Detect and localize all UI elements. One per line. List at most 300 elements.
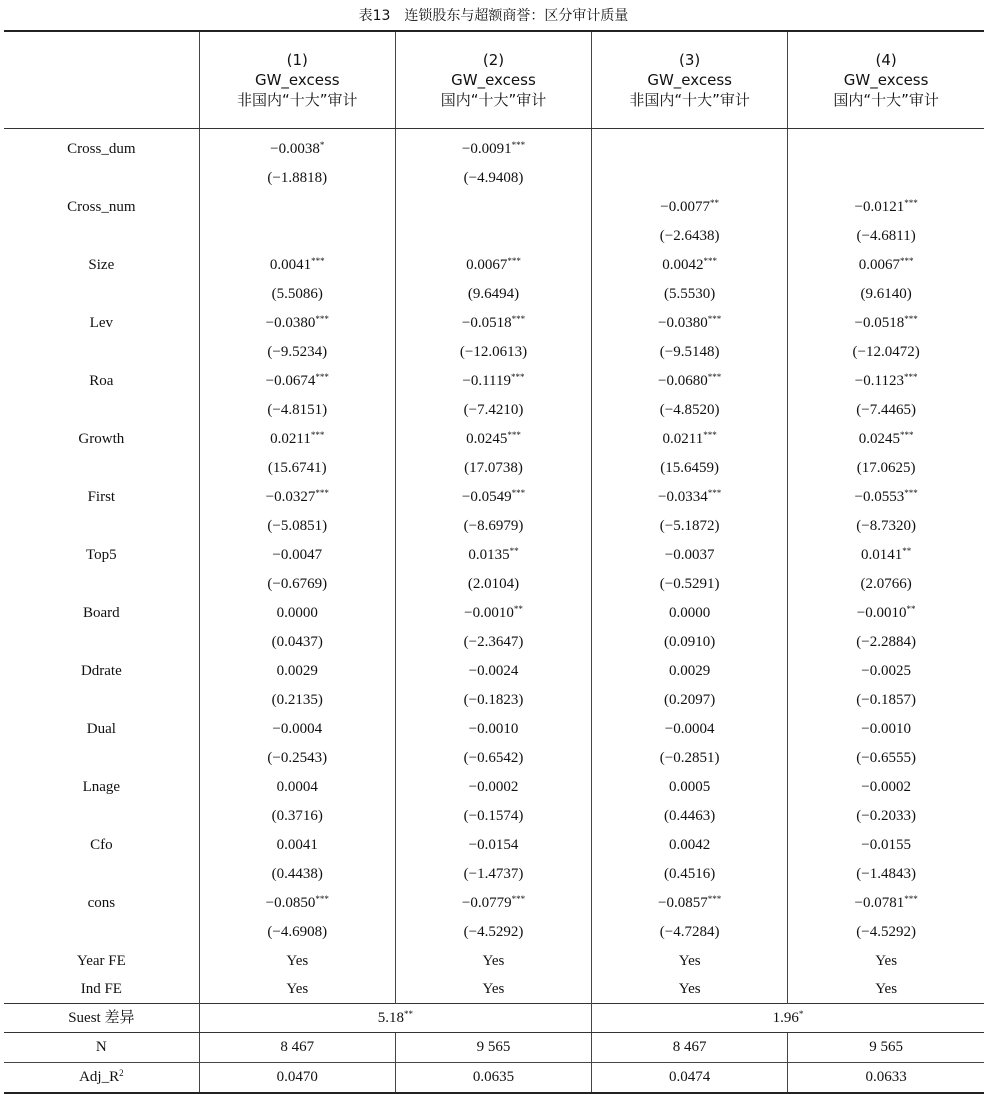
- tstat-cell-text: (−4.7284): [659, 924, 720, 940]
- significance-stars: **: [509, 546, 519, 556]
- significance-stars: ***: [511, 140, 526, 150]
- coef-cell: [199, 129, 395, 165]
- coef-cell-text: 0.0004: [276, 779, 318, 795]
- coef-cell: [395, 657, 591, 686]
- tstat-cell: [592, 396, 788, 425]
- coef-row: [4, 541, 984, 570]
- variable-name: [4, 773, 199, 802]
- tstat-cell: [199, 628, 395, 657]
- fe-cell-text: Yes: [678, 952, 701, 969]
- tstat-cell-text: (0.0437): [271, 634, 323, 650]
- tstat-cell: [199, 860, 395, 889]
- coef-cell-text: −0.0857: [658, 895, 708, 911]
- fe-cell: [199, 947, 395, 975]
- coef-cell: [395, 309, 591, 338]
- significance-stars: ***: [904, 314, 918, 324]
- tstat-cell-text: (−12.0613): [459, 344, 528, 360]
- suest-row: [4, 1004, 984, 1033]
- coef-row: [4, 425, 984, 454]
- tstat-row: [4, 512, 984, 541]
- coef-cell-text: −0.0380: [265, 315, 316, 331]
- tstat-cell-text: (17.0625): [856, 460, 916, 476]
- col-dependent: GW_excess: [254, 71, 340, 89]
- coef-cell-text: 0.0211: [270, 431, 311, 447]
- tstat-cell: [788, 744, 984, 773]
- tstat-cell: [788, 396, 984, 425]
- tstat-cell-text: (−7.4465): [856, 402, 916, 418]
- tstat-row: [4, 164, 984, 193]
- coef-cell: [788, 483, 984, 512]
- fe-name-text: Ind FE: [80, 980, 122, 997]
- tstat-cell: [395, 860, 591, 889]
- adj-r2-cell-text: 0.0633: [865, 1069, 907, 1085]
- suest-label: [4, 1004, 199, 1033]
- tstat-cell: [395, 918, 591, 947]
- coef-cell: [592, 309, 788, 338]
- header-row: [4, 31, 984, 129]
- tstat-cell-text: (0.4463): [664, 808, 716, 824]
- tstat-cell-text: (−0.2543): [267, 750, 328, 766]
- tstat-cell: [592, 338, 788, 367]
- tstat-cell: [788, 686, 984, 715]
- tstat-cell-text: (−0.2851): [659, 750, 720, 766]
- blank-cell: [4, 396, 199, 425]
- n-label-text: N: [95, 1039, 107, 1055]
- adj-r2-row: [4, 1063, 984, 1094]
- significance-stars: ***: [900, 430, 914, 440]
- tstat-row: [4, 744, 984, 773]
- coef-cell-text: −0.0155: [861, 837, 911, 853]
- coef-cell: [199, 309, 395, 338]
- tstat-cell-text: (−0.2033): [856, 808, 916, 824]
- tstat-cell: [592, 280, 788, 309]
- variable-name: [4, 831, 199, 860]
- coef-cell: [592, 831, 788, 860]
- variable-name-text: Size: [88, 257, 115, 273]
- fe-cell: [592, 975, 788, 1004]
- tstat-cell-text: (−4.8151): [267, 402, 328, 418]
- coef-row: [4, 599, 984, 628]
- adj-r2-label-text: Adj_R: [79, 1069, 120, 1085]
- blank-cell: [4, 512, 199, 541]
- n-cell-text: 8 467: [672, 1039, 707, 1055]
- coef-cell-text: −0.0004: [272, 721, 323, 737]
- coef-cell-text: −0.0010: [464, 605, 514, 621]
- suest-left: [199, 1004, 591, 1033]
- tstat-cell: [592, 628, 788, 657]
- variable-name: [4, 483, 199, 512]
- tstat-cell-text: (−0.6769): [267, 576, 328, 592]
- n-label: [4, 1033, 199, 1063]
- significance-stars: ***: [904, 894, 918, 904]
- variable-name-text: Roa: [89, 373, 114, 389]
- adj-r2-cell-text: 0.0470: [276, 1069, 318, 1085]
- coef-cell: [199, 251, 395, 280]
- coef-cell: [788, 831, 984, 860]
- coef-cell: [395, 831, 591, 860]
- tstat-cell: [199, 164, 395, 193]
- significance-stars: ***: [511, 372, 525, 382]
- coef-row: [4, 889, 984, 918]
- coef-cell-text: −0.0549: [461, 489, 512, 505]
- variable-name-text: Cross_dum: [67, 141, 136, 157]
- tstat-row: [4, 860, 984, 889]
- tstat-cell-text: (2.0104): [467, 576, 520, 592]
- coef-cell-text: −0.0518: [854, 315, 905, 331]
- table-body: [4, 31, 984, 1093]
- significance-stars: ***: [507, 430, 521, 440]
- tstat-cell: [199, 280, 395, 309]
- variable-name: [4, 367, 199, 396]
- tstat-cell-text: (0.0910): [664, 634, 716, 650]
- col-subsample: 非国内“十大”审计: [629, 91, 750, 109]
- coef-cell: [592, 773, 788, 802]
- tstat-cell-text: (0.4438): [271, 866, 323, 882]
- coef-cell-text: −0.0037: [664, 547, 715, 563]
- tstat-cell-text: (−9.5148): [659, 344, 720, 360]
- blank-cell: [4, 570, 199, 599]
- coef-cell: [592, 483, 788, 512]
- blank-cell: [4, 918, 199, 947]
- suest-right-text: 1.96: [772, 1009, 799, 1026]
- tstat-cell-text: (−8.7320): [856, 518, 916, 534]
- coef-cell: [199, 773, 395, 802]
- variable-name: [4, 715, 199, 744]
- header-col-1: [199, 31, 395, 129]
- suest-right: [592, 1004, 984, 1033]
- tstat-cell-text: (−4.5292): [856, 924, 916, 940]
- coef-cell: [788, 773, 984, 802]
- fe-cell: [395, 947, 591, 975]
- col-dependent: GW_excess: [451, 71, 536, 89]
- tstat-cell-text: (−4.5292): [463, 924, 524, 940]
- tstat-cell: [395, 512, 591, 541]
- tstat-cell: [592, 918, 788, 947]
- coef-cell: [788, 599, 984, 628]
- coef-cell: [592, 889, 788, 918]
- significance-stars: ***: [315, 894, 329, 904]
- coef-cell: [788, 251, 984, 280]
- col-dependent: GW_excess: [843, 71, 929, 89]
- fe-name-text: Year FE: [76, 952, 126, 969]
- n-cell-text: 9 565: [869, 1039, 903, 1055]
- coef-cell-text: 0.0135: [468, 547, 510, 563]
- significance-stars: ***: [310, 430, 325, 440]
- fixed-effect-row: [4, 975, 984, 1004]
- blank-cell: [4, 628, 199, 657]
- coef-cell-text: −0.0077: [660, 199, 711, 215]
- coef-cell-text: 0.0042: [669, 837, 711, 853]
- tstat-cell: [592, 860, 788, 889]
- tstat-cell: [592, 512, 788, 541]
- coef-cell: [395, 599, 591, 628]
- coef-cell: [395, 367, 591, 396]
- coef-cell: [788, 129, 984, 165]
- variable-name-text: cons: [87, 895, 116, 911]
- coef-row: [4, 309, 984, 338]
- tstat-cell: [788, 338, 984, 367]
- adj-r2-cell: [788, 1063, 984, 1094]
- tstat-cell-text: (−1.4737): [463, 866, 524, 882]
- tstat-cell-text: (15.6741): [267, 460, 327, 476]
- significance-stars: ***: [904, 198, 918, 208]
- tstat-cell-text: (−0.6542): [463, 750, 524, 766]
- coef-cell: [395, 483, 591, 512]
- variable-name-text: Ddrate: [80, 663, 122, 679]
- coef-cell-text: 0.0067: [858, 257, 900, 273]
- adj-r2-cell: [395, 1063, 591, 1094]
- tstat-cell-text: (−12.0472): [852, 344, 920, 360]
- coef-cell: [788, 309, 984, 338]
- significance-stars: **: [513, 604, 523, 614]
- tstat-cell: [788, 222, 984, 251]
- adj-r2-cell-text: 0.0474: [669, 1069, 711, 1085]
- tstat-cell-text: (2.0766): [860, 576, 912, 592]
- tstat-cell-text: (−1.4843): [856, 866, 916, 882]
- coef-cell: [395, 193, 591, 222]
- tstat-cell: [592, 164, 788, 193]
- coef-cell: [788, 541, 984, 570]
- tstat-cell-text: (−4.6811): [856, 228, 916, 244]
- coef-cell-text: 0.0141: [861, 547, 903, 563]
- header-blank: [4, 31, 199, 129]
- tstat-cell-text: (−0.1823): [463, 692, 524, 708]
- blank-cell: [4, 744, 199, 773]
- variable-name: [4, 251, 199, 280]
- coef-cell-text: −0.0553: [854, 489, 905, 505]
- blank-cell: [4, 860, 199, 889]
- tstat-cell: [592, 744, 788, 773]
- coef-cell-text: 0.0042: [662, 257, 704, 273]
- tstat-cell: [199, 222, 395, 251]
- tstat-cell: [592, 570, 788, 599]
- tstat-cell: [788, 570, 984, 599]
- coef-cell: [788, 889, 984, 918]
- adj-r2-cell-text: 0.0635: [472, 1069, 515, 1085]
- variable-name: [4, 657, 199, 686]
- tstat-cell: [199, 338, 395, 367]
- tstat-row: [4, 454, 984, 483]
- table-caption: 表13 连锁股东与超额商誉：区分审计质量: [358, 8, 629, 24]
- significance-stars: **: [902, 546, 912, 556]
- header-col-2: [395, 31, 591, 129]
- tstat-row: [4, 918, 984, 947]
- coef-cell-text: −0.0025: [861, 663, 911, 679]
- coef-cell-text: 0.0211: [662, 431, 704, 447]
- significance-stars: **: [906, 604, 916, 614]
- coef-cell: [788, 715, 984, 744]
- variable-name: [4, 129, 199, 165]
- col-subsample: 国内“十大”审计: [833, 91, 939, 109]
- tstat-cell-text: (−5.1872): [659, 518, 720, 534]
- suest-left-text: 5.18: [377, 1009, 404, 1026]
- coef-cell: [395, 773, 591, 802]
- coef-cell-text: −0.0047: [272, 547, 323, 563]
- fe-cell-text: Yes: [286, 980, 309, 997]
- coef-cell: [199, 599, 395, 628]
- n-cell: [788, 1033, 984, 1063]
- significance-stars: ***: [311, 256, 325, 266]
- coef-cell: [199, 715, 395, 744]
- tstat-cell: [395, 454, 591, 483]
- fe-cell: [592, 947, 788, 975]
- coef-cell: [199, 483, 395, 512]
- coef-cell-text: 0.0000: [276, 605, 318, 621]
- coef-cell: [395, 129, 591, 165]
- coef-row: [4, 367, 984, 396]
- tstat-cell: [395, 686, 591, 715]
- variable-name-text: Dual: [86, 721, 116, 737]
- fe-cell-text: Yes: [678, 980, 701, 997]
- tstat-cell-text: (−1.8818): [267, 170, 328, 186]
- coef-cell: [592, 251, 788, 280]
- coef-cell-text: 0.0041: [269, 257, 312, 273]
- col-number: (4): [875, 51, 897, 69]
- blank-cell: [4, 686, 199, 715]
- tstat-cell-text: (−2.6438): [659, 228, 720, 244]
- coef-cell-text: 0.0029: [669, 663, 711, 679]
- tstat-cell: [395, 396, 591, 425]
- significance-stars: *: [798, 1008, 804, 1019]
- variable-name-text: Cfo: [90, 837, 113, 853]
- coef-row: [4, 193, 984, 222]
- tstat-cell-text: (0.2097): [664, 692, 716, 708]
- blank-cell: [4, 222, 199, 251]
- significance-stars: **: [404, 1008, 413, 1019]
- coef-cell-text: −0.0850: [265, 895, 316, 911]
- coef-cell-text: −0.1123: [854, 373, 904, 389]
- variable-name-text: Lev: [89, 315, 113, 331]
- coef-cell-text: 0.0041: [276, 837, 318, 853]
- n-row: [4, 1033, 984, 1063]
- coef-cell-text: −0.0121: [854, 199, 905, 215]
- blank-cell: [4, 338, 199, 367]
- tstat-cell-text: (0.3716): [271, 808, 323, 824]
- fe-name: [4, 947, 199, 975]
- tstat-cell-text: (−4.8520): [659, 402, 720, 418]
- coef-cell: [199, 657, 395, 686]
- significance-stars: ***: [707, 488, 722, 498]
- coef-cell: [788, 657, 984, 686]
- coef-row: [4, 129, 984, 165]
- tstat-cell: [199, 454, 395, 483]
- coef-cell-text: −0.0038: [270, 141, 320, 157]
- tstat-cell-text: (−0.6555): [856, 750, 916, 766]
- tstat-cell-text: (0.2135): [271, 692, 323, 708]
- coef-row: [4, 831, 984, 860]
- coef-cell: [592, 657, 788, 686]
- coef-cell: [592, 715, 788, 744]
- coef-cell-text: −0.0091: [461, 141, 512, 157]
- coef-row: [4, 773, 984, 802]
- coef-cell-text: −0.0024: [468, 663, 519, 679]
- tstat-cell: [788, 860, 984, 889]
- tstat-cell-text: (9.6140): [860, 286, 912, 302]
- coef-cell-text: −0.0002: [468, 779, 519, 795]
- tstat-row: [4, 628, 984, 657]
- tstat-cell: [592, 802, 788, 831]
- col-subsample: 非国内“十大”审计: [237, 91, 358, 109]
- fe-cell: [788, 947, 984, 975]
- adj-r2-cell: [592, 1063, 788, 1094]
- regression-table: [4, 30, 984, 1094]
- tstat-cell-text: (9.6494): [467, 286, 520, 302]
- coef-cell-text: 0.0005: [669, 779, 711, 795]
- tstat-cell: [788, 280, 984, 309]
- tstat-cell: [788, 164, 984, 193]
- tstat-cell-text: (5.5086): [271, 286, 323, 302]
- tstat-cell: [788, 454, 984, 483]
- coef-cell-text: −0.0002: [861, 779, 911, 795]
- coef-cell-text: −0.0380: [658, 315, 708, 331]
- tstat-cell-text: (−7.4210): [463, 402, 524, 418]
- coef-cell-text: −0.0010: [861, 721, 911, 737]
- variable-name-text: Cross_num: [67, 199, 136, 215]
- tstat-cell-text: (−0.1857): [856, 692, 916, 708]
- coef-cell: [199, 831, 395, 860]
- significance-stars: ***: [900, 256, 914, 266]
- coef-cell-text: −0.0674: [265, 373, 316, 389]
- significance-stars: ***: [511, 894, 526, 904]
- significance-stars: ***: [903, 372, 918, 382]
- variable-name-text: Growth: [78, 431, 125, 447]
- coef-cell: [199, 541, 395, 570]
- coef-cell-text: 0.0029: [276, 663, 318, 679]
- tstat-cell: [199, 570, 395, 599]
- blank-cell: [4, 280, 199, 309]
- variable-name: [4, 541, 199, 570]
- coef-row: [4, 483, 984, 512]
- tstat-cell-text: (0.4516): [664, 866, 716, 882]
- suest-label-text: Suest 差异: [68, 1009, 135, 1026]
- significance-stars: ***: [315, 314, 329, 324]
- coef-cell: [395, 251, 591, 280]
- tstat-cell: [395, 570, 591, 599]
- tstat-cell: [788, 918, 984, 947]
- tstat-cell-text: (−4.9408): [463, 170, 524, 186]
- coef-cell: [592, 541, 788, 570]
- coef-cell-text: −0.0010: [856, 605, 907, 621]
- n-cell: [199, 1033, 395, 1063]
- significance-stars: ***: [703, 430, 717, 440]
- variable-name: [4, 193, 199, 222]
- tstat-cell: [199, 918, 395, 947]
- col-number: (1): [286, 51, 308, 69]
- n-cell: [395, 1033, 591, 1063]
- tstat-cell: [788, 512, 984, 541]
- header-col-3: [592, 31, 788, 129]
- fe-cell: [199, 975, 395, 1004]
- tstat-cell: [395, 744, 591, 773]
- coef-cell: [395, 715, 591, 744]
- blank-cell: [4, 454, 199, 483]
- significance-stars: ***: [315, 372, 329, 382]
- tstat-cell: [395, 164, 591, 193]
- tstat-row: [4, 222, 984, 251]
- coef-cell: [395, 889, 591, 918]
- tstat-cell-text: (−2.2884): [856, 634, 916, 650]
- coef-cell: [788, 425, 984, 454]
- tstat-cell-text: (−0.1574): [463, 808, 524, 824]
- variable-name: [4, 889, 199, 918]
- significance-stars: ***: [511, 314, 526, 324]
- tstat-row: [4, 802, 984, 831]
- significance-stars: ***: [707, 314, 722, 324]
- adj-r2-label: [4, 1063, 199, 1094]
- tstat-cell-text: (−9.5234): [267, 344, 328, 360]
- tstat-cell: [788, 802, 984, 831]
- variable-name-text: Top5: [86, 547, 117, 563]
